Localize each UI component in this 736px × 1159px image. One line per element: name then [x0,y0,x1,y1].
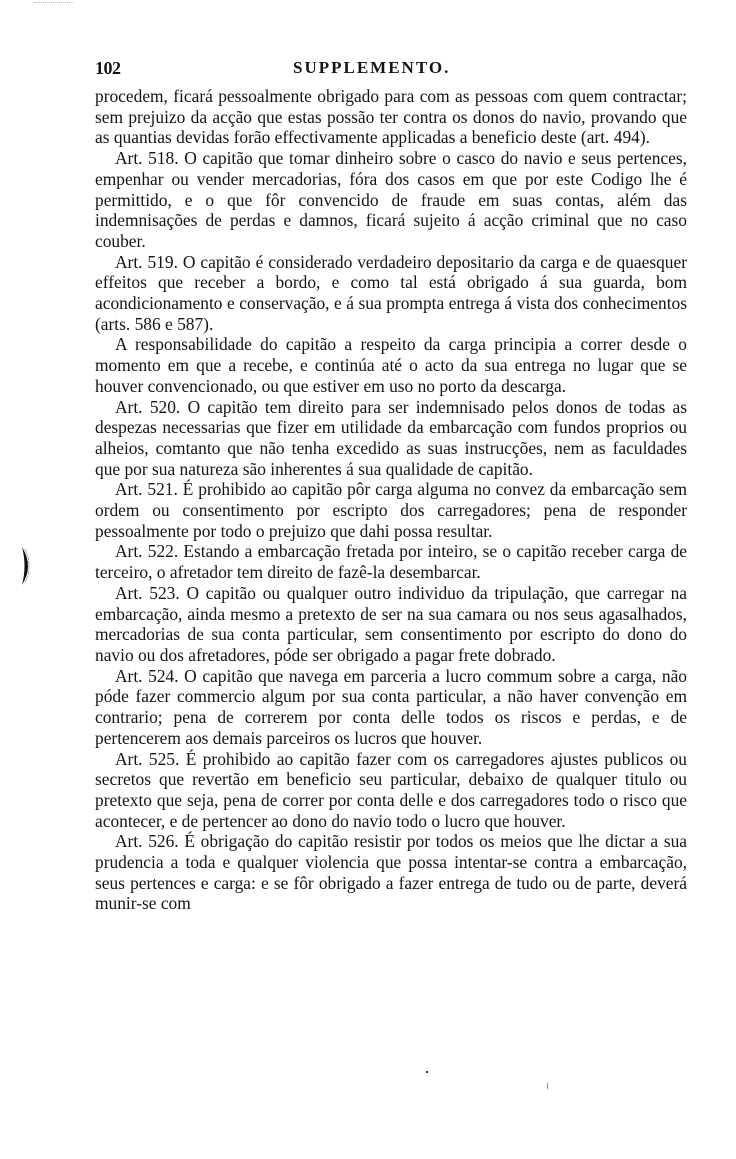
article-label: Art. 522. [115,541,179,562]
scan-speck [547,1083,548,1089]
article-text: O capitão tem direito para ser indemnisado pelos donos de todas as despezas necessarias que fizer em utilidade da embarcação com fundos proprios ou alheios, comtanto que não tenha excedido as suas instrucções, nem as faculdades que por sua natureza são inherentes á sua qualidade de capitão. [95,396,687,479]
article-label: Art. 518. [115,148,179,169]
article-label: Art. 525. [115,748,180,769]
article-text: É prohibido ao capitão pôr carga alguma no convez da embarcação sem ordem ou consentimento por escripto dos carregadores; pena de responder pessoalmente por todo o prejuizo que dahi possa resultar. [95,479,687,541]
article-text: Estando a embarcação fretada por inteiro, se o capitão receber carga de terceiro, o afretador tem direito de fazê-la desembarcar. [95,541,687,583]
article-525 [95,749,687,832]
article-label: Art. 524. [115,665,179,686]
scan-speck [426,1071,428,1073]
article-text: É obrigação do capitão resistir por todos os meios que lhe dictar a sua prudencia a toda e qualquer violencia que possa intentar-se contra a embarcação, seus pertences e carga: e se fôr obrigado a fazer entrega de tudo ou de parte, deverá munir-se com [95,831,687,914]
paragraph-text: A responsabilidade do capitão a respeito da carga principia a correr desde o momento em que a recebe, e continúa até o acto da sua entrega no lugar que se houver convencionado, ou que estiver em uso no porto da descarga. [95,334,687,396]
page-body [95,86,687,914]
article-text: É prohibido ao capitão fazer com os carregadores ajustes publicos ou secretos que revertão em beneficio seu particular, debaixo de qualquer titulo ou pretexto que seja, pena de correr por conta delle e dos carregadores todo o risco que acontecer, e de pertencer ao dono do navio todo o lucro que houver. [95,748,688,831]
paragraph-text: procedem, ficará pessoalmente obrigado para com as pessoas com quem contractar; sem prejuizo da acção que estas possão ter contra os donos do navio, provando que as quantias devidas forão effectivamente applicadas a beneficio deste (art. 494). [95,86,687,148]
article-522 [95,541,687,582]
article-521 [95,479,687,541]
article-label: Art. 521. [115,479,178,500]
paragraph-continuation [95,86,687,148]
article-523 [95,583,687,666]
article-text: O capitão que tomar dinheiro sobre o casco do navio e seus pertences, empenhar ou vender mercadorias, fóra dos casos em que por este Codigo lhe é permittido, e o que fôr convencido de fraude em suas contas, além das indemnisações de perdas e damnos, ficará sujeito á acção criminal que no caso couber. [95,148,687,251]
article-518 [95,148,687,252]
article-519 [95,252,687,335]
article-label: Art. 526. [115,831,179,852]
margin-bracket-mark [20,546,34,586]
article-524 [95,666,687,749]
scan-artifact-top [34,2,74,6]
running-title: SUPPLEMENTO. [293,58,451,77]
article-text: O capitão que navega em parceria a lucro commum sobre a carga, não póde fazer commercio algum por sua conta particular, a não haver convenção em contrario; pena de correrem por conta delle todos os riscos e perdas, e de pertencerem aos demais parceiros os lucros que houver. [95,665,687,748]
article-label: Art. 520. [115,396,181,417]
running-head [95,58,685,80]
article-text: O capitão é considerado verdadeiro depositario da carga e de quaesquer effeitos que receber a bordo, e como tal está obrigado á sua guarda, bom acondicionamento e conservação, e á sua prompta entrega á vista dos conhecimentos (arts. 586 e 587). [95,251,687,334]
article-520 [95,397,687,480]
page-number: 102 [95,58,121,78]
article-label: Art. 523. [115,582,180,603]
paragraph-519-addendum [95,334,687,396]
article-526 [95,831,687,914]
article-text: O capitão ou qualquer outro individuo da tripulação, que carregar na embarcação, ainda mesmo a pretexto de ser na sua camara ou nos seus agasalhados, mercadorias de sua conta particular, sem consentimento por escripto do dono do navio ou dos afretadores, póde ser obrigado a pagar frete dobrado. [95,582,687,665]
article-label: Art. 519. [115,251,178,272]
